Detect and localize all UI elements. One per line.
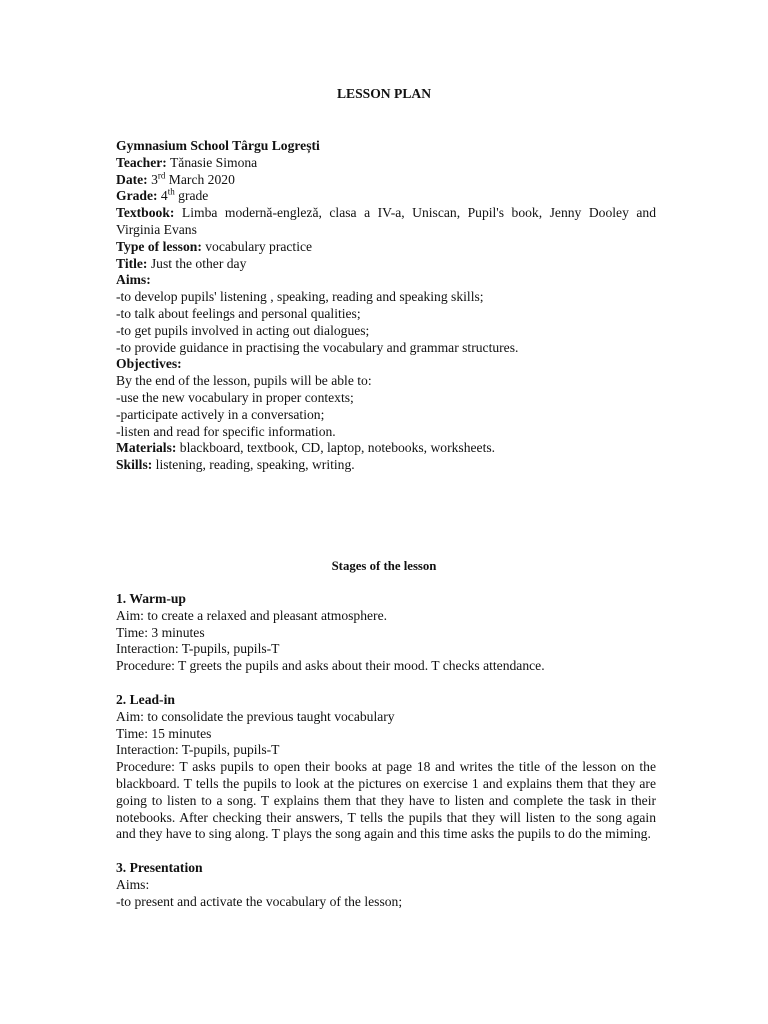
lesson-header — [116, 138, 656, 474]
aim-item: -to provide guidance in practising the vocabulary and grammar structures. — [116, 339, 519, 355]
date-label: Date: — [116, 171, 148, 187]
grade-suffix: th — [167, 186, 175, 197]
lesson-stages — [116, 591, 656, 911]
textbook-value: Limba modernă-engleză, clasa a IV-a, Uniscan, Pupil's book, Jenny Dooley and Virginia Evans — [116, 205, 656, 237]
stage-procedure: Procedure: T greets the pupils and asks about their mood. T checks attendance. — [116, 658, 545, 674]
materials-label: Materials: — [116, 440, 177, 456]
date-day: 3 — [147, 171, 158, 187]
date-suffix: rd — [157, 170, 166, 181]
stages-title: Stages of the lesson — [331, 559, 437, 573]
grade-rest: grade — [174, 188, 209, 204]
school-name: Gymnasium School Târgu Logrești — [116, 138, 320, 153]
stage-warm-up — [116, 591, 656, 675]
lesson-title-line — [116, 256, 656, 273]
lesson-type-line — [116, 239, 656, 256]
objective-item: -participate actively in a conversation; — [116, 406, 325, 422]
stage-heading: 1. Warm-up — [116, 591, 186, 606]
aim-item: -to talk about feelings and personal qualities; — [116, 305, 361, 321]
stage-procedure: Procedure: T asks pupils to open their books at page 18 and writes the title of the lesson on the blackboard. T tells the pupils to look at the pictures on exercise 1 and explains them that they are going to listen to a song. T explains them that they have to listen and complete the task in their notebooks. After checking their answers, T tells the pupils that they will listen to the song again and they have to sing along. T plays the song again and this time asks the pupils to do the miming. — [116, 759, 656, 842]
aim-item: -to get pupils involved in acting out dialogues; — [116, 322, 370, 338]
stage-aims-label: Aims: — [116, 876, 150, 892]
stage-heading: 3. Presentation — [116, 860, 203, 876]
teacher-value: Tănasie Simona — [166, 154, 258, 170]
lesson-title-label: Title: — [116, 255, 148, 271]
aim-item: -to develop pupils' listening , speaking, reading and speaking skills; — [116, 289, 484, 305]
stage-interaction: Interaction: T-pupils, pupils-T — [116, 641, 280, 657]
stage-heading: 2. Lead-in — [116, 691, 175, 707]
teacher-line — [116, 155, 656, 172]
materials-value: blackboard, textbook, CD, laptop, notebooks, worksheets. — [176, 440, 496, 456]
date-line — [116, 172, 656, 189]
stage-aim: -to present and activate the vocabulary of the lesson; — [116, 893, 403, 909]
skills-label: Skills: — [116, 457, 153, 473]
stage-time: Time: 3 minutes — [116, 624, 205, 640]
lesson-type-value: vocabulary practice — [201, 238, 313, 254]
stage-time: Time: 15 minutes — [116, 725, 212, 741]
grade-line — [116, 188, 656, 205]
lesson-title-value: Just the other day — [147, 255, 247, 271]
grade-num: 4 — [157, 188, 168, 204]
objectives-heading: Objectives: — [116, 356, 182, 372]
skills-value: listening, reading, speaking, writing. — [152, 457, 355, 473]
objective-item: -use the new vocabulary in proper contexts; — [116, 389, 354, 405]
grade-label: Grade: — [116, 188, 158, 204]
stage-aim: Aim: to create a relaxed and pleasant atmosphere. — [116, 607, 387, 623]
objectives-intro: By the end of the lesson, pupils will be able to: — [116, 373, 372, 389]
textbook-label: Textbook: — [116, 205, 175, 221]
objective-item: -listen and read for specific information. — [116, 423, 336, 439]
lesson-type-label: Type of lesson: — [116, 238, 202, 254]
textbook-line — [116, 205, 656, 239]
teacher-label: Teacher: — [116, 154, 167, 170]
stage-aim: Aim: to consolidate the previous taught vocabulary — [116, 708, 395, 724]
spacer — [116, 675, 656, 692]
skills-line — [116, 457, 656, 474]
stage-lead-in — [116, 692, 656, 843]
spacer — [116, 843, 656, 860]
aims-heading: Aims: — [116, 272, 151, 288]
page-title: LESSON PLAN — [336, 86, 432, 101]
stage-interaction: Interaction: T-pupils, pupils-T — [116, 742, 280, 758]
materials-line — [116, 440, 656, 457]
date-rest: March 2020 — [165, 171, 235, 187]
stage-presentation — [116, 860, 656, 910]
